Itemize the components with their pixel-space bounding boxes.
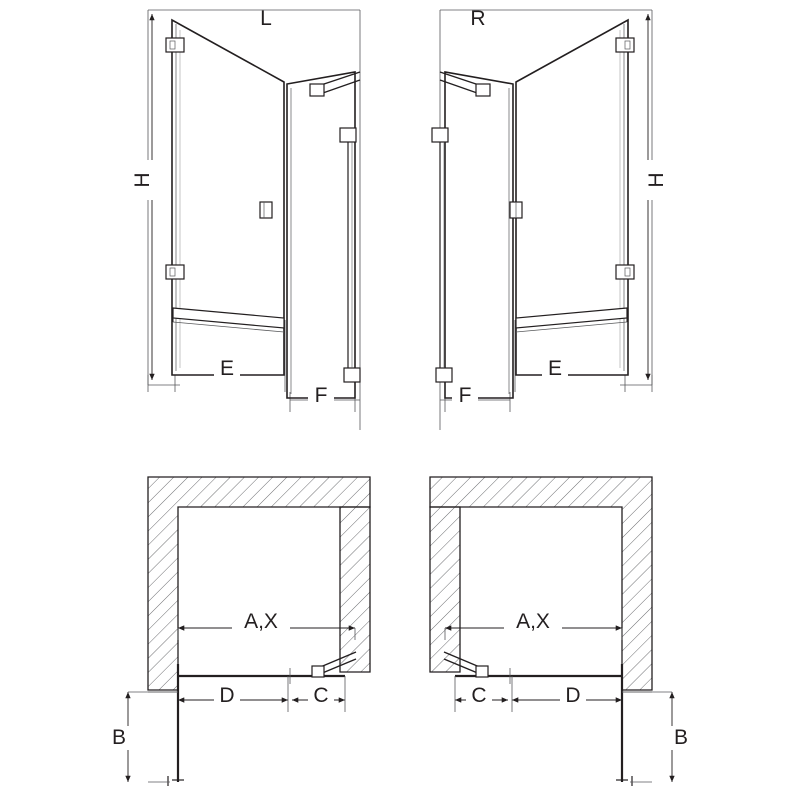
elevation-right-fixed-panel	[445, 72, 513, 398]
elevation-left-door-label: E	[219, 357, 235, 380]
elevation-left-view	[131, 7, 360, 430]
elevation-right-hinge-bottom	[616, 265, 634, 279]
plan-right-depth-dimension	[622, 692, 692, 782]
elevation-left-support-bar	[310, 72, 360, 382]
elevation-left-panel-labels	[214, 357, 334, 407]
elevation-right-title: R	[470, 7, 486, 30]
elevation-right-height-dimension	[645, 14, 668, 380]
plan-right-panels	[455, 664, 632, 786]
elevation-right-fixed-label: F	[458, 384, 472, 407]
plan-right-panel-dimensions	[455, 676, 622, 712]
elevation-right-door-label: E	[547, 357, 563, 380]
plan-left-depth-label: B	[111, 726, 127, 749]
elevation-left-hinge-bottom	[166, 265, 184, 279]
plan-left-panel-dimensions	[178, 676, 345, 712]
plan-left-panels	[168, 664, 345, 786]
plan-left-view	[108, 477, 370, 786]
plan-right-view	[430, 477, 692, 786]
plan-right-width-dimension	[445, 610, 622, 640]
elevation-left-threshold	[173, 308, 284, 332]
elevation-right-hinge-top	[616, 38, 634, 52]
plan-right-width-label: A,X	[516, 610, 550, 633]
plan-right-depth-label: B	[673, 726, 689, 749]
plan-right-fixed-width-label: C	[471, 684, 487, 707]
elevation-left-fixed-label: F	[314, 384, 328, 407]
plan-left-width-dimension	[178, 610, 355, 640]
plan-left-depth-dimension	[108, 692, 178, 782]
elevation-right-height-label: H	[645, 172, 668, 188]
elevation-left-height-label: H	[131, 172, 154, 188]
elevation-right-handle	[510, 202, 522, 218]
plan-left-door-width-label: D	[219, 684, 235, 707]
elevation-left-handle	[260, 202, 272, 218]
elevation-left-fixed-panel	[287, 72, 355, 398]
plan-left-fixed-width-label: C	[313, 684, 329, 707]
plan-left-width-label: A,X	[244, 610, 278, 633]
elevation-left-height-dimension	[131, 14, 154, 380]
plan-left-walls	[148, 477, 370, 690]
elevation-right-view	[432, 7, 668, 430]
elevation-right-support-bar	[432, 72, 490, 382]
elevation-left-hinge-top	[166, 38, 184, 52]
plan-right-walls	[430, 477, 652, 690]
elevation-right-threshold	[516, 308, 627, 332]
elevation-left-title: L	[260, 7, 272, 30]
plan-right-door-width-label: D	[565, 684, 581, 707]
